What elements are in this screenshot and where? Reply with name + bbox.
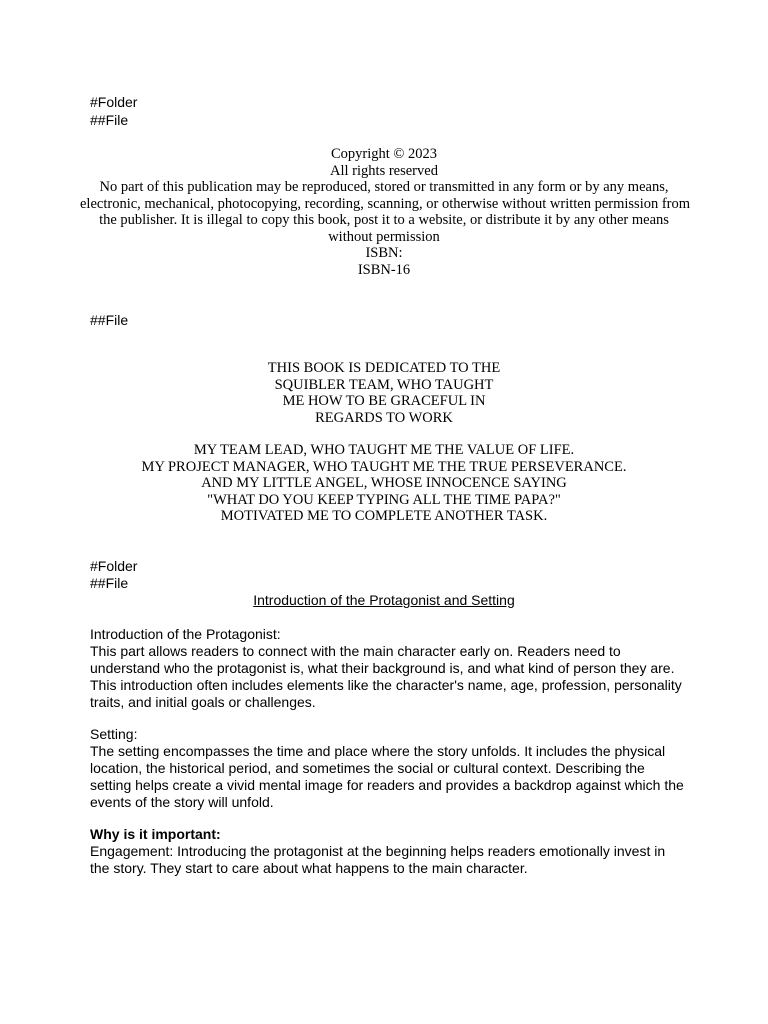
isbn-line: ISBN: (365, 245, 403, 261)
dedication-line: THIS BOOK IS DEDICATED TO THE (267, 360, 501, 376)
paragraph-line: location, the historical period, and sometimes the social or cultural context. Describing the (90, 760, 645, 776)
paragraph-line: This introduction often includes elements like the character's name, age, profession, personality (90, 677, 682, 693)
paragraph-line: The setting encompasses the time and place where the story unfolds. It includes the physical (90, 743, 666, 759)
paragraph-line: events of the story will unfold. (90, 794, 274, 810)
setting-paragraph (90, 726, 690, 811)
notice-line: the publisher. It is illegal to copy this book, post it to a website, or distribute it by any other means (99, 212, 669, 228)
thanks-line: AND MY LITTLE ANGEL, WHOSE INNOCENCE SAYING (201, 475, 567, 491)
copyright-line: Copyright © 2023 (330, 146, 438, 162)
file-marker: ##File (90, 312, 129, 328)
paragraph-heading: Introduction of the Protagonist: (90, 626, 281, 642)
notice-line: electronic, mechanical, photocopying, recording, scanning, or otherwise without written permission from (80, 195, 691, 212)
thanks-line: "WHAT DO YOU KEEP TYPING ALL THE TIME PAPA?" (207, 491, 561, 508)
folder-marker: #Folder (90, 558, 138, 574)
importance-paragraph (90, 826, 690, 877)
paragraph-line: setting helps create a vivid mental image for readers and provides a backdrop against which the (90, 777, 684, 793)
notice-line: without permission (328, 228, 440, 245)
dedication-line: ME HOW TO BE GRACEFUL IN (282, 393, 486, 409)
isbn16-line: ISBN-16 (357, 261, 411, 278)
thanks-line: MY TEAM LEAD, WHO TAUGHT ME THE VALUE OF LIFE. (193, 442, 575, 458)
paragraph-heading: Setting: (90, 726, 138, 742)
protagonist-paragraph (90, 626, 690, 711)
thanks-block (90, 442, 678, 525)
rights-line: All rights reserved (330, 162, 438, 179)
dedication-line: REGARDS TO WORK (315, 409, 453, 426)
notice-line: No part of this publication may be reproduced, stored or transmitted in any form or by any means, (99, 179, 669, 195)
paragraph-line: understand who the protagonist is, what their background is, and what kind of person they are. (90, 660, 675, 676)
dedication-block (90, 360, 678, 426)
paragraph-line: Engagement: Introducing the protagonist at the beginning helps readers emotionally invest in (90, 843, 666, 859)
thanks-line: MY PROJECT MANAGER, WHO TAUGHT ME THE TRUE PERSEVERANCE. (141, 458, 627, 475)
chapter-title-wrap (90, 592, 678, 609)
folder-marker: #Folder (90, 94, 138, 110)
dedication-line: SQUIBLER TEAM, WHO TAUGHT (274, 376, 494, 393)
paragraph-line: This part allows readers to connect with the main character early on. Readers need to (90, 643, 621, 659)
file-marker: ##File (90, 575, 129, 591)
copyright-block (80, 146, 691, 278)
thanks-line: MOTIVATED ME TO COMPLETE ANOTHER TASK. (220, 508, 548, 524)
file-marker: ##File (90, 112, 129, 128)
paragraph-heading: Why is it important: (90, 826, 221, 842)
paragraph-line: the story. They start to care about what happens to the main character. (90, 860, 528, 876)
paragraph-line: traits, and initial goals or challenges. (90, 694, 316, 710)
chapter-title: Introduction of the Protagonist and Setting (253, 592, 515, 608)
